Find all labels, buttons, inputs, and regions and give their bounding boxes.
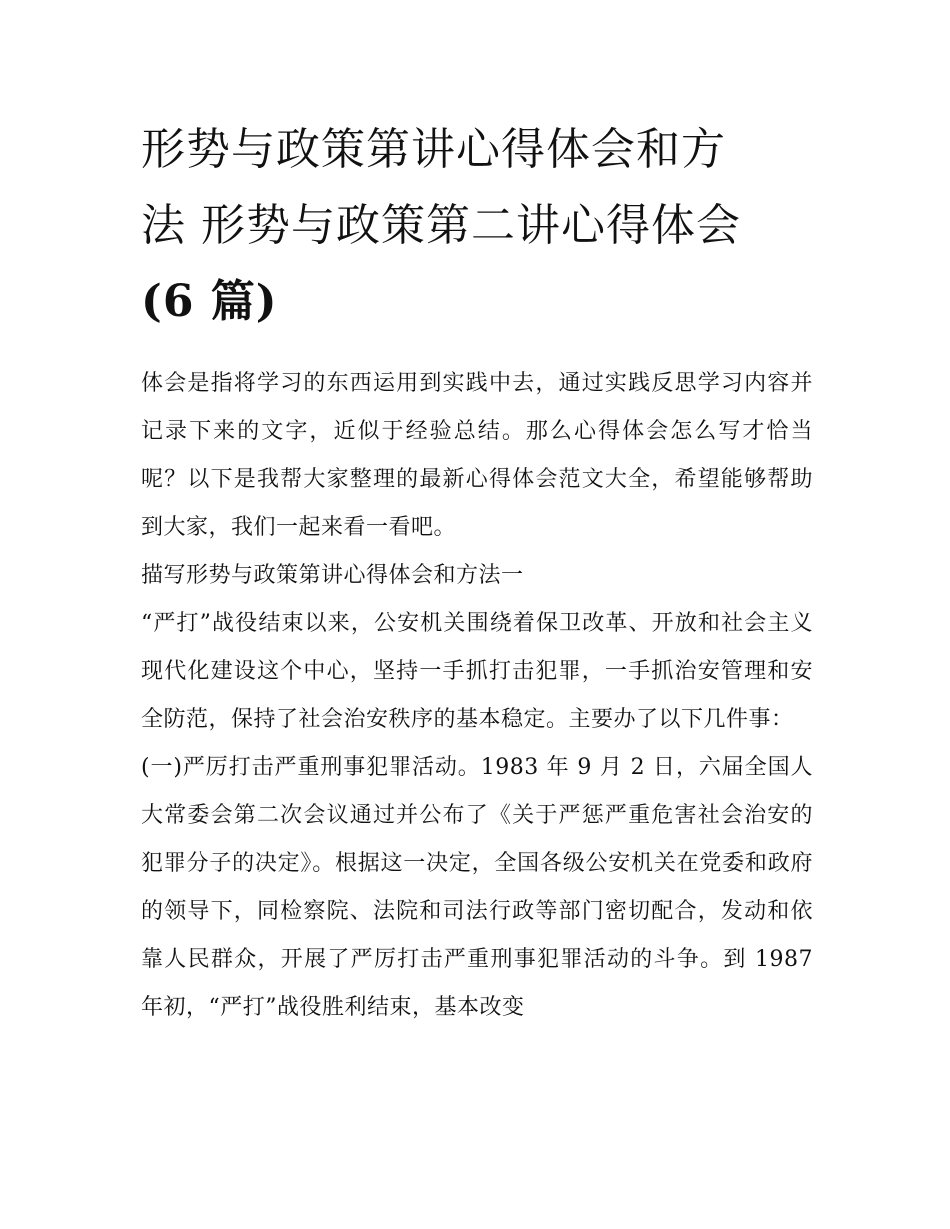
body-paragraph: (一)严厉打击严重刑事犯罪活动。1983 年 9 月 2 日，六届全国人大常委会第二次会议通过并公布了《关于严惩严重危害社会治安的犯罪分子的决定》。根据这一决定，全国各级公安机关在党委和政府的领导下，同检察院、法院和司法行政等部门密切配合，发动和依靠人民群众，开展了严厉打击严重刑事犯罪活动的斗争。到 1987 年初，“严打”战役胜利结束，基本改变 xyxy=(141,755,813,1020)
document-title xyxy=(141,112,813,340)
document-body xyxy=(141,360,813,1032)
body-paragraph: “严打”战役结束以来，公安机关围绕着保卫改革、开放和社会主义现代化建设这个中心，坚持一手抓打击犯罪，一手抓治安管理和安全防范，保持了社会治安秩序的基本稳定。主要办了以下几件事： xyxy=(141,611,813,732)
title-line-3: (6 篇) xyxy=(141,276,278,327)
document-content xyxy=(141,112,813,1032)
title-line-1: 形势与政策第讲心得体会和方 xyxy=(141,124,726,175)
section-heading: 描写形势与政策第讲心得体会和方法一 xyxy=(141,563,524,588)
title-line-2: 法 形势与政策第二讲心得体会 xyxy=(141,200,741,251)
intro-paragraph: 体会是指将学习的东西运用到实践中去，通过实践反思学习内容并记录下来的文字，近似于经验总结。那么心得体会怎么写才恰当呢？以下是我帮大家整理的最新心得体会范文大全，希望能够帮助到大家，我们一起来看一看吧。 xyxy=(141,371,813,540)
